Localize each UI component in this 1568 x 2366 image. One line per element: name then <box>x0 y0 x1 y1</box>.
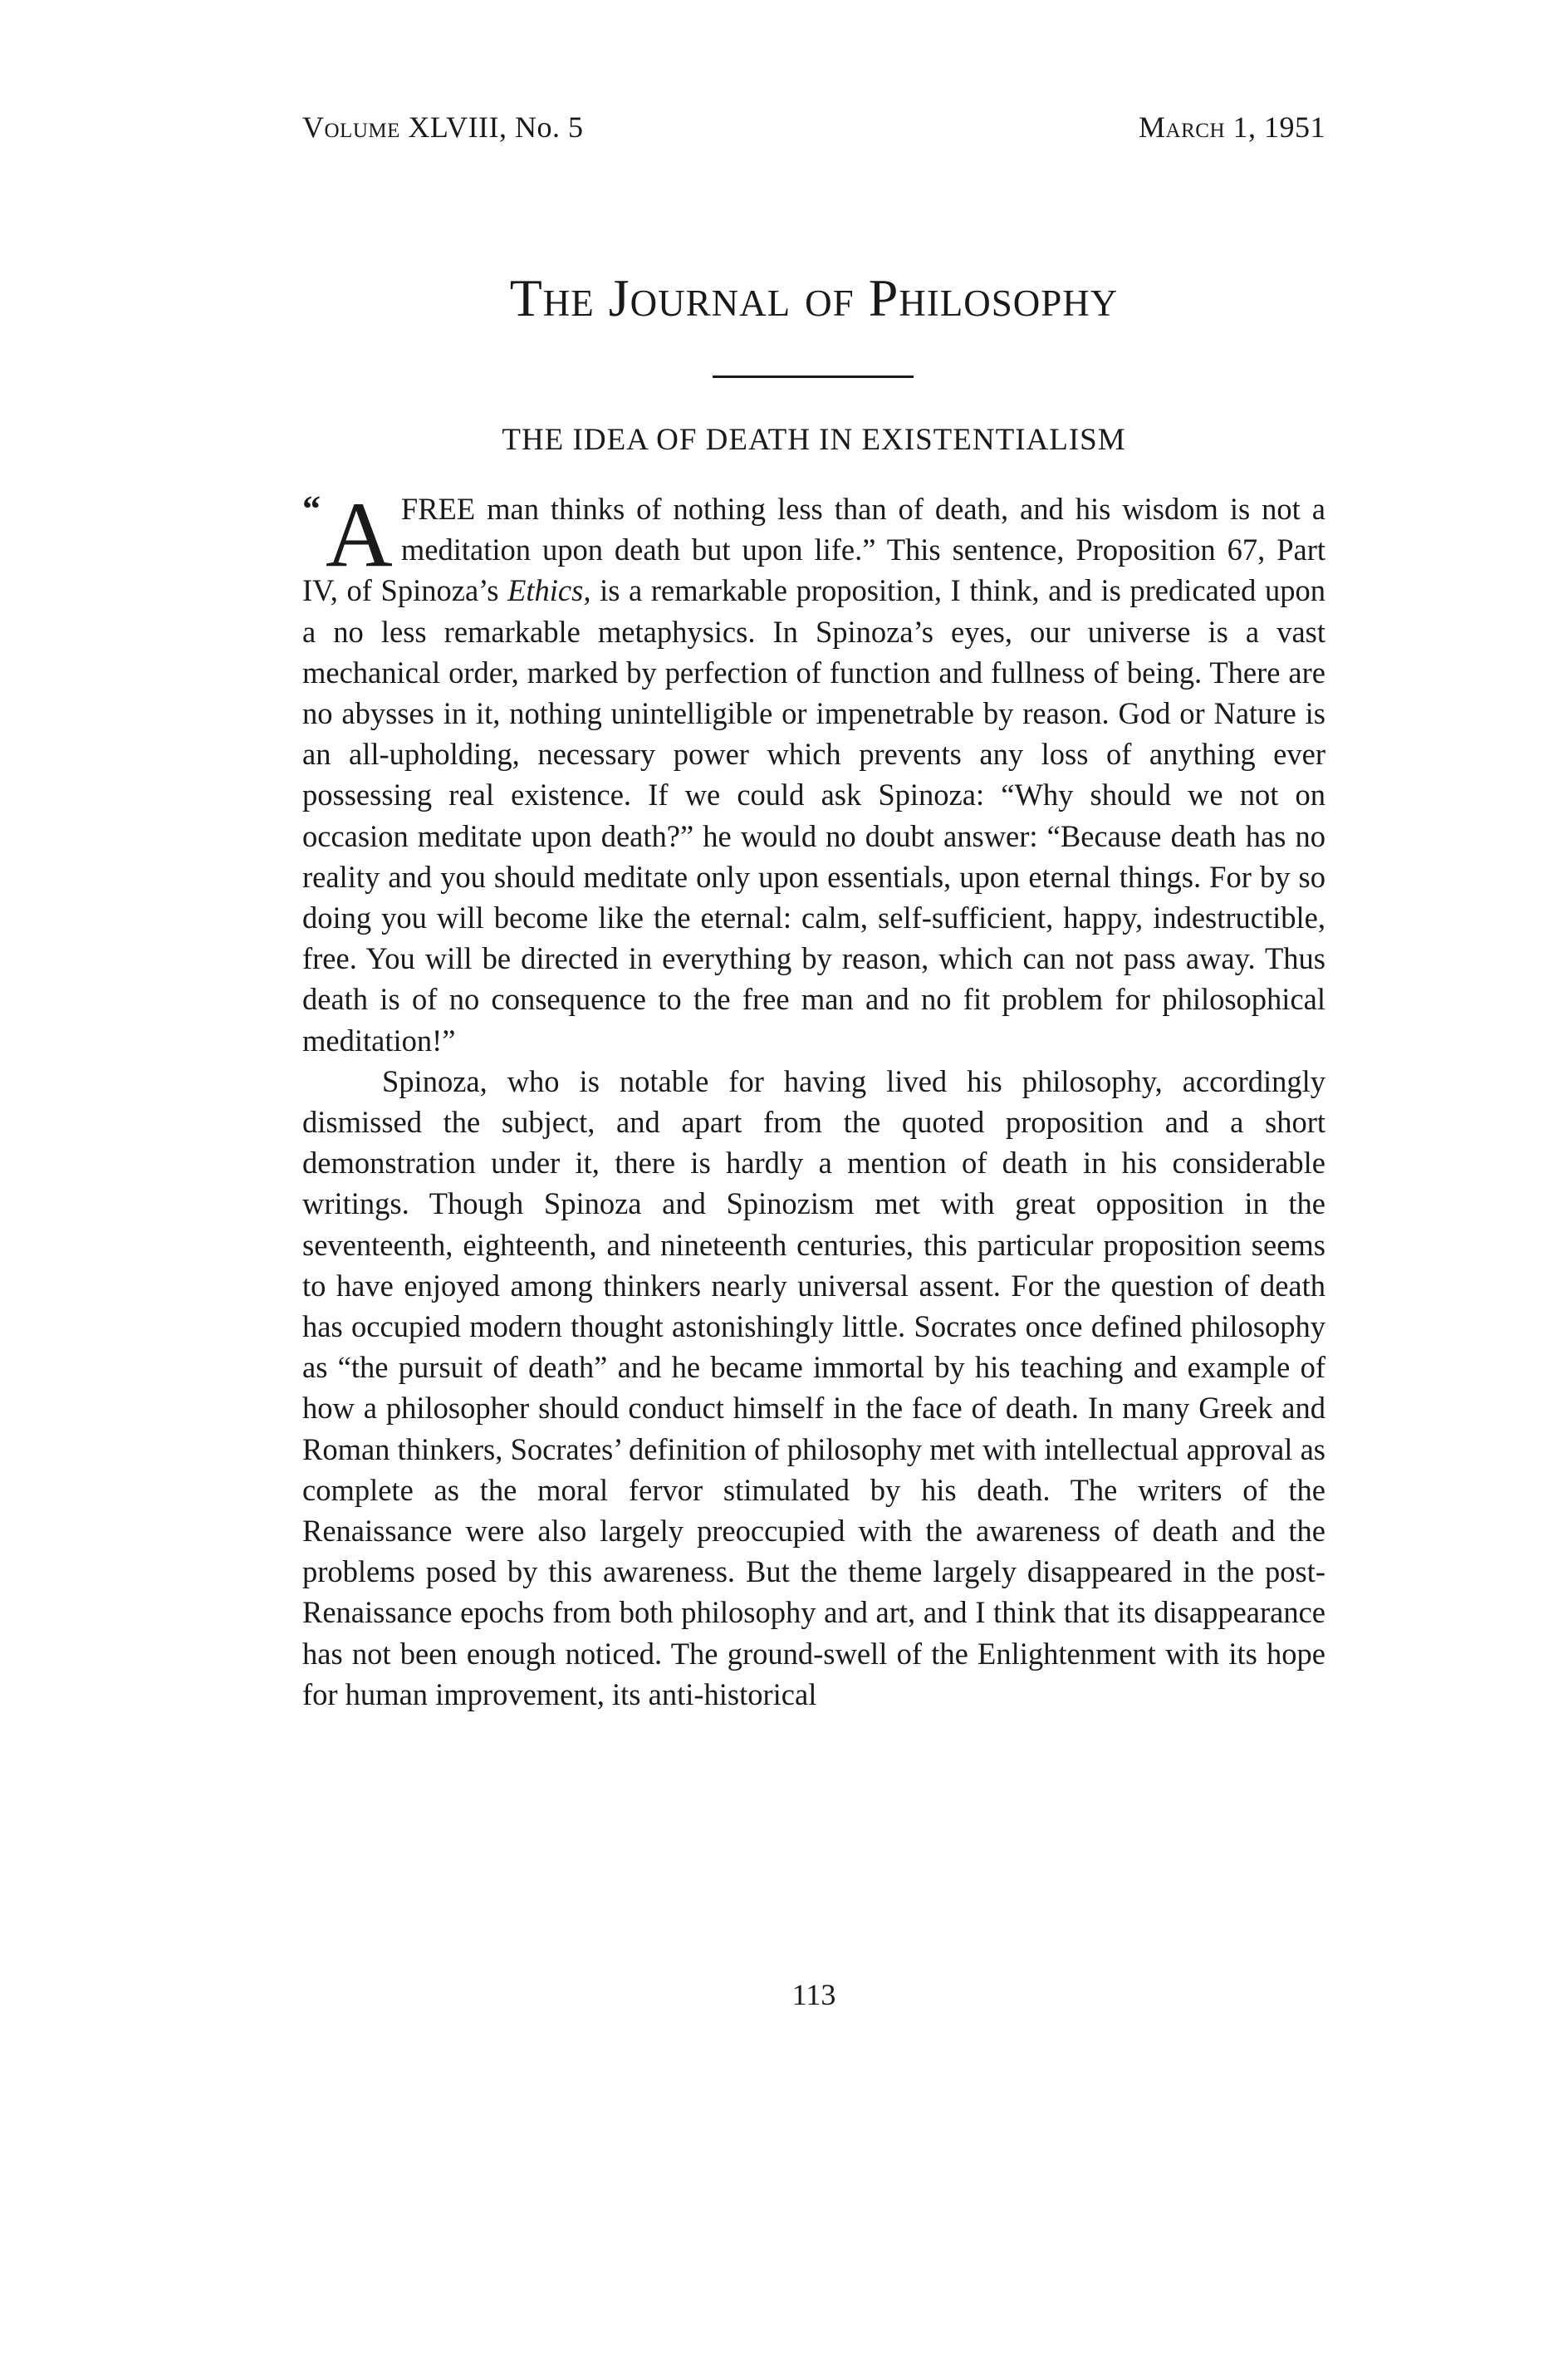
article-body <box>302 484 1325 1715</box>
article-title: THE IDEA OF DEATH IN EXISTENTIALISM <box>502 423 1126 457</box>
volume-info: Volume XLVIII, No. 5 <box>302 110 584 144</box>
issue-date: March 1, 1951 <box>1139 110 1325 144</box>
ethics-title: Ethics, <box>507 573 591 608</box>
opening-quote: “ <box>302 488 321 529</box>
drop-cap-group <box>302 488 326 534</box>
paragraph-2: Spinoza, who is notable for having lived his philosophy, accordingly dismissed the subject, and apart from the quoted proposition and a short demonstration under it, there is hardly a mention of death in his considerable writings. Though Spinoza and Spinozism met with great opposition in the seventeenth, eighteenth, and nineteenth centuries, this particular proposition seems to have enjoyed among thinkers nearly universal assent. For the question of death has occupied modern thought astonishingly little. Socrates once defined philosophy as “the pursuit of death” and he became immortal by his teaching and example of how a philosopher should conduct himself in the face of death. In many Greek and Roman thinkers, Socrates’ definition of philosophy met with intellectual approval as complete as the moral fervor stimulated by his death. The writers of the Renaissance were also largely preoccupied with the awareness of death and the problems posed by this awareness. But the theme largely disappeared in the post-Renaissance epochs from both philosophy and art, and I think that its disappearance has not been enough noticed. The ground-swell of the Enlightenment with its hope for human improvement, its anti-historical <box>302 1063 1325 1711</box>
title-rule <box>713 376 914 378</box>
drop-cap: A <box>326 484 393 587</box>
paragraph-1-start: FREE man thinks of nothing less than of death, and his wisdom is not a meditation upon death but upon life.” This sentence, Proposition 67, Part IV, of Spinoza’s <box>302 492 1325 608</box>
paragraph-1-rest: is a remarkable proposition, I think, and is predicated upon a no less remarkable metaphysics. In Spinoza’s eyes, our universe is a vast mechanical order, marked by perfection of function and fullness of being. There are no abysses in it, nothing unintelligible or impenetrable by reason. God or Nature is an all-upholding, necessary power which prevents any loss of anything ever possessing real existence. If we could ask Spinoza: “Why should we not on occasion meditate upon death?” he would no doubt answer: “Because death has no reality and you should meditate only upon essentials, upon eternal things. For by so doing you will become like the eternal: calm, self-sufficient, happy, indestructible, free. You will be directed in everything by reason, which can not pass away. Thus death is of no consequence to the free man and no fit problem for philosophical meditation!” <box>302 573 1325 1058</box>
journal-title: The Journal of Philosophy <box>509 268 1119 327</box>
running-head <box>302 110 1325 145</box>
paragraph-1 <box>302 484 1325 1061</box>
page-number: 113 <box>791 1978 836 2011</box>
